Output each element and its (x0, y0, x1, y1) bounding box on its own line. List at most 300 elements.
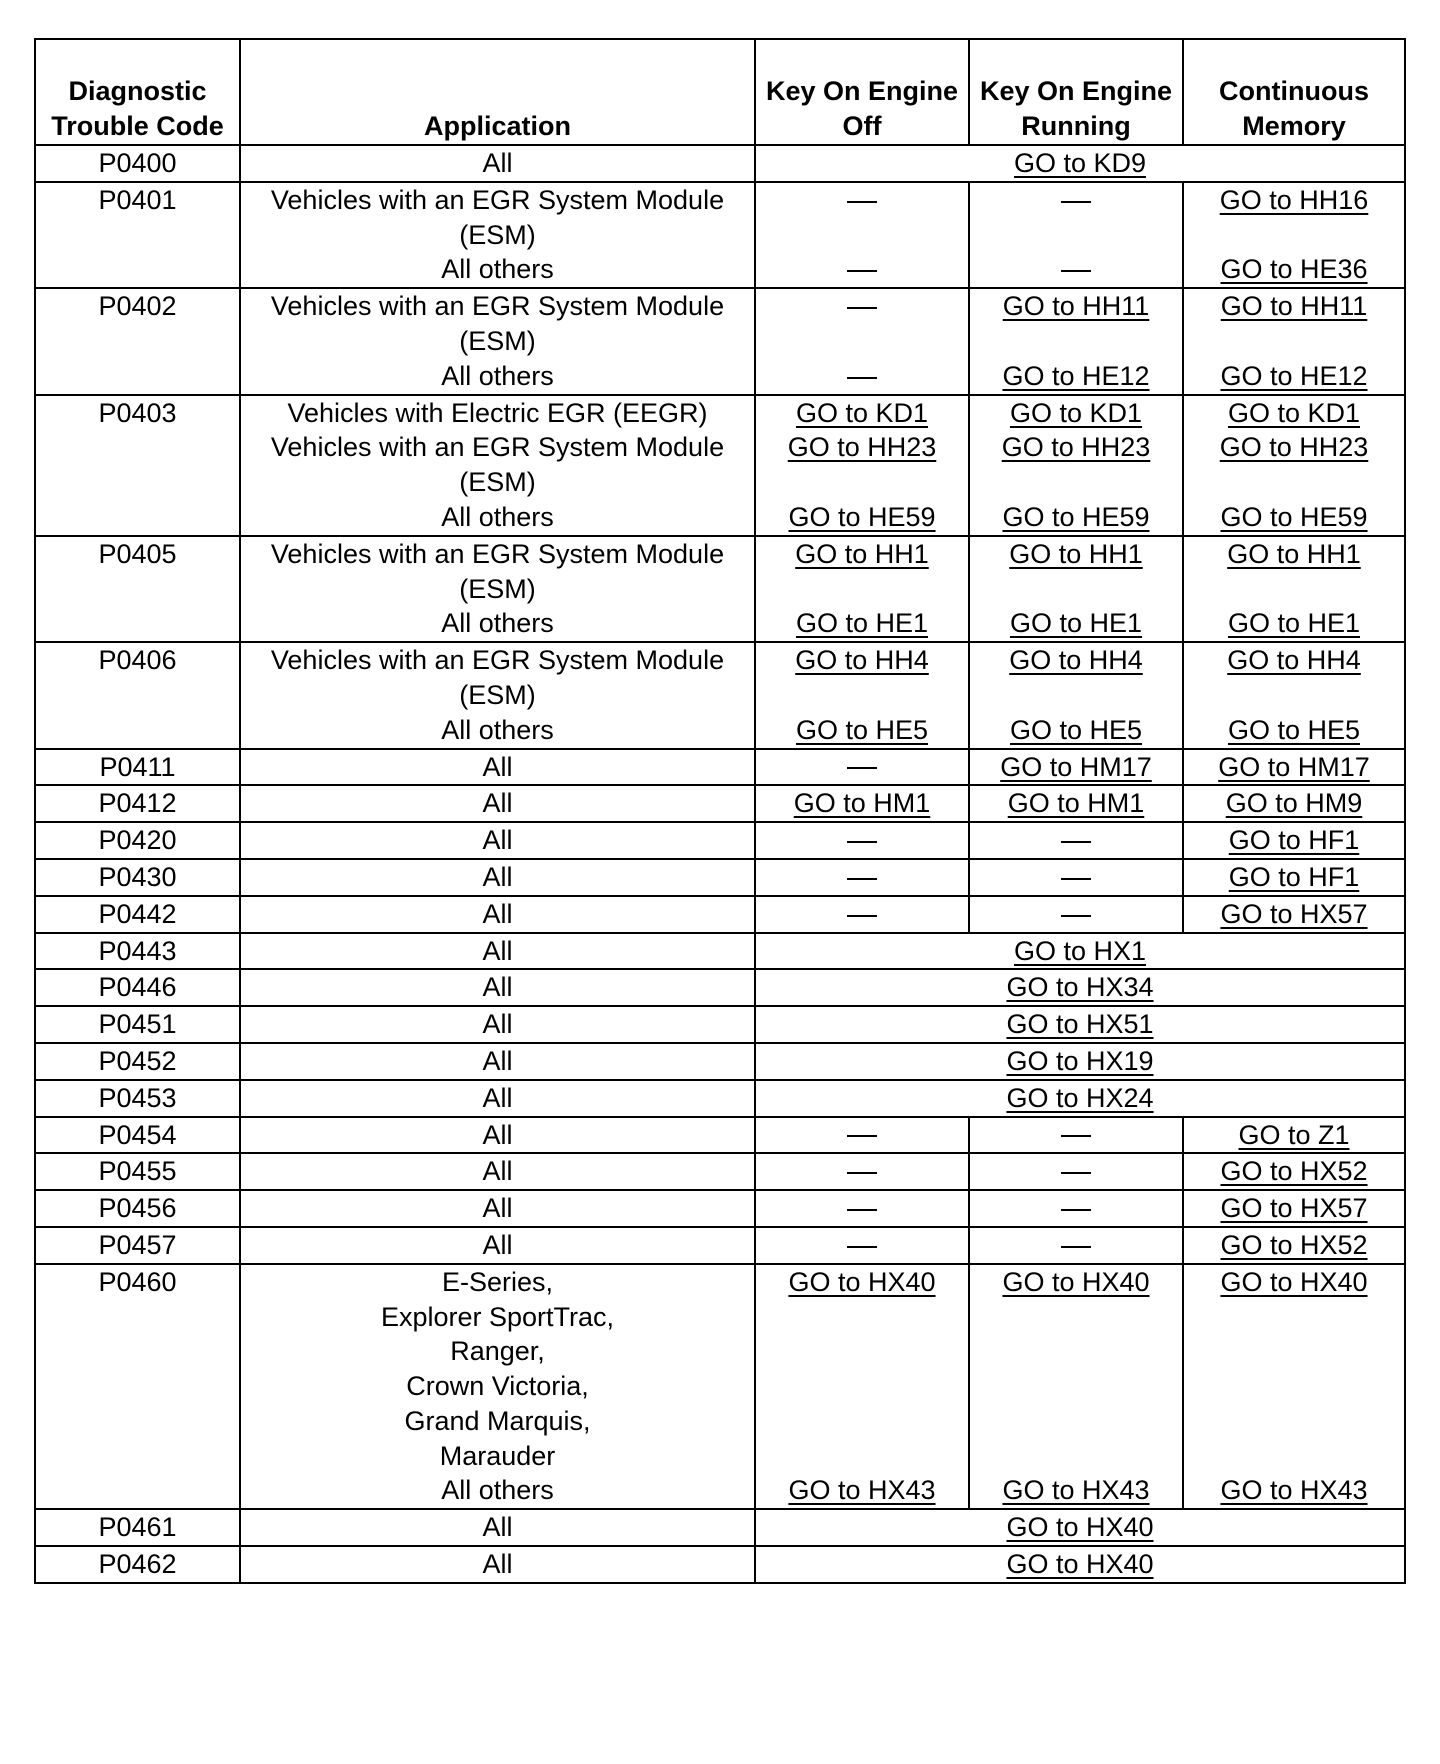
cell-line (1188, 1228, 1400, 1263)
goto-link[interactable]: GO to HE5 (795, 714, 929, 745)
goto-link[interactable]: GO to HE1 (1227, 608, 1361, 639)
application-line: (ESM) (459, 573, 536, 604)
cell-line (974, 1473, 1178, 1508)
cell-line (1188, 183, 1400, 218)
blank-line (760, 1334, 964, 1369)
not-applicable (760, 750, 964, 785)
application-line: All (482, 1549, 513, 1580)
cell-line (760, 1473, 964, 1508)
goto-link[interactable]: GO to KD1 (1227, 397, 1361, 428)
table-row (35, 969, 1405, 1006)
cell-koeo (755, 822, 969, 859)
cell-application (240, 749, 755, 786)
dash-mark (847, 201, 877, 203)
blank-line (1188, 324, 1400, 359)
table-row (35, 145, 1405, 182)
cell-continuous-memory (1183, 288, 1405, 394)
cell-merged-action (755, 1080, 1405, 1117)
application-line: All others (441, 608, 554, 639)
cell-line (1188, 252, 1400, 287)
goto-link[interactable]: GO to HX57 (1220, 898, 1368, 929)
goto-link[interactable]: GO to HX43 (1002, 1475, 1150, 1506)
cell-line (1188, 823, 1400, 858)
header-code: Diagnostic Trouble Code (35, 39, 240, 145)
application-line: Crown Victoria, (406, 1371, 589, 1402)
table-row (35, 1264, 1405, 1510)
dash-mark (1061, 1135, 1091, 1137)
goto-link[interactable]: GO to KD9 (1013, 148, 1147, 178)
cell-application (240, 536, 755, 642)
cell-continuous-memory (1183, 822, 1405, 859)
cell-application (240, 1190, 755, 1227)
cell-continuous-memory (1183, 182, 1405, 288)
cell-merged-action (755, 1509, 1405, 1546)
cell-code: P0457 (35, 1227, 240, 1264)
cell-koeo (755, 1264, 969, 1510)
cell-line (974, 1265, 1178, 1300)
blank-line (760, 572, 964, 607)
application-line: All (482, 148, 513, 178)
cell-line (760, 713, 964, 748)
goto-link[interactable]: GO to HX40 (1006, 1549, 1154, 1580)
table-row (35, 288, 1405, 394)
header-continuous-memory: Continuous Memory (1183, 39, 1405, 145)
cell-application (240, 1264, 755, 1510)
cell-line (1188, 713, 1400, 748)
cell-application (240, 182, 755, 288)
application-line: All (482, 972, 513, 1003)
cell-application (240, 145, 755, 182)
cell-application (240, 1153, 755, 1190)
application-line: All (482, 1119, 513, 1150)
dash-mark (847, 878, 877, 880)
cell-koeo (755, 749, 969, 786)
cell-koer (969, 1264, 1183, 1510)
cell-koeo (755, 785, 969, 822)
dash-mark (847, 1172, 877, 1174)
application-line: (ESM) (459, 679, 536, 710)
cell-line (760, 537, 964, 572)
goto-link[interactable]: GO to HE1 (1009, 608, 1143, 639)
blank-line (974, 678, 1178, 713)
goto-link[interactable]: GO to HF1 (1228, 825, 1360, 856)
cell-code: P0401 (35, 182, 240, 288)
cell-code: P0456 (35, 1190, 240, 1227)
goto-link[interactable]: GO to HX40 (1006, 1512, 1154, 1543)
dash-mark (847, 1135, 877, 1137)
blank-line (1188, 1439, 1400, 1474)
goto-link[interactable]: GO to HH1 (1009, 538, 1143, 569)
header-row (35, 39, 1405, 145)
cell-line (974, 289, 1178, 324)
cell-code: P0442 (35, 896, 240, 933)
cell-code: P0452 (35, 1043, 240, 1080)
cell-merged-action (755, 1006, 1405, 1043)
blank-line (974, 1369, 1178, 1404)
blank-line (1188, 1404, 1400, 1439)
not-applicable (760, 1118, 964, 1153)
table-row (35, 1153, 1405, 1190)
goto-link[interactable]: GO to HX40 (1220, 1266, 1368, 1297)
cell-koeo (755, 536, 969, 642)
cell-line (974, 396, 1178, 431)
cell-application (240, 1117, 755, 1154)
cell-application (240, 642, 755, 748)
goto-link[interactable]: GO to KD1 (795, 397, 929, 428)
cell-code: P0461 (35, 1509, 240, 1546)
cell-koeo (755, 395, 969, 536)
goto-link[interactable]: GO to HX19 (1006, 1045, 1154, 1076)
cell-line (974, 359, 1178, 394)
cell-application (240, 859, 755, 896)
cell-line (1188, 1154, 1400, 1189)
cell-code: P0451 (35, 1006, 240, 1043)
blank-line (760, 1439, 964, 1474)
cell-koer (969, 749, 1183, 786)
goto-link[interactable]: GO to HX34 (1006, 972, 1154, 1003)
application-line: All others (441, 360, 554, 391)
goto-link[interactable]: GO to KD1 (1009, 397, 1143, 428)
goto-link[interactable]: GO to HE59 (1002, 501, 1150, 532)
cell-merged-action (755, 1546, 1405, 1583)
goto-link[interactable]: GO to HH4 (795, 645, 929, 676)
cell-code: P0406 (35, 642, 240, 748)
cell-continuous-memory (1183, 1153, 1405, 1190)
goto-link[interactable]: GO to HM17 (1218, 751, 1370, 782)
blank-line (760, 324, 964, 359)
goto-link[interactable]: GO to HE12 (1220, 360, 1368, 391)
cell-code: P0446 (35, 969, 240, 1006)
cell-koer (969, 1153, 1183, 1190)
application-line: Vehicles with an EGR System Module (270, 184, 725, 215)
dash-mark (1061, 201, 1091, 203)
cell-line (1188, 500, 1400, 535)
cell-code: P0420 (35, 822, 240, 859)
application-line: All (482, 1156, 513, 1187)
application-line: All others (441, 1475, 554, 1506)
cell-line (974, 786, 1178, 821)
application-line: All (482, 1045, 513, 1076)
cell-application (240, 288, 755, 394)
dash-mark (1061, 1246, 1091, 1248)
cell-code: P0430 (35, 859, 240, 896)
goto-link[interactable]: GO to HH23 (1001, 432, 1151, 463)
cell-continuous-memory (1183, 1117, 1405, 1154)
cell-line (1188, 860, 1400, 895)
application-line: Marauder (439, 1440, 556, 1471)
blank-line (974, 465, 1178, 500)
goto-link[interactable]: GO to HE5 (1227, 714, 1361, 745)
blank-line (760, 465, 964, 500)
goto-link[interactable]: GO to HX43 (788, 1475, 936, 1506)
application-line: Vehicles with Electric EGR (EEGR) (287, 397, 708, 428)
table-row (35, 642, 1405, 748)
cell-continuous-memory (1183, 536, 1405, 642)
cell-line (1188, 1191, 1400, 1226)
table-row (35, 395, 1405, 536)
goto-link[interactable]: GO to HX52 (1220, 1229, 1368, 1260)
cell-line (1188, 537, 1400, 572)
header-application: Application (240, 39, 755, 145)
cell-line (760, 396, 964, 431)
cell-koer (969, 859, 1183, 896)
application-line: All (482, 788, 513, 819)
cell-line (1188, 430, 1400, 465)
table-row (35, 182, 1405, 288)
not-applicable (760, 183, 964, 218)
goto-link[interactable]: GO to HE12 (1002, 360, 1150, 391)
cell-continuous-memory (1183, 1190, 1405, 1227)
table-row (35, 933, 1405, 970)
cell-code: P0443 (35, 933, 240, 970)
cell-line (974, 606, 1178, 641)
cell-continuous-memory (1183, 785, 1405, 822)
cell-application (240, 1546, 755, 1583)
cell-application (240, 1509, 755, 1546)
dash-mark (1061, 270, 1091, 272)
header-koeo: Key On Engine Off (755, 39, 969, 145)
cell-koer (969, 642, 1183, 748)
cell-continuous-memory (1183, 859, 1405, 896)
not-applicable (974, 1118, 1178, 1153)
cell-koeo (755, 1153, 969, 1190)
dash-mark (1061, 1209, 1091, 1211)
cell-koer (969, 1190, 1183, 1227)
cell-koer (969, 896, 1183, 933)
goto-link[interactable]: GO to HH4 (1227, 645, 1361, 676)
not-applicable (760, 1191, 964, 1226)
cell-application (240, 1043, 755, 1080)
cell-line (1188, 1118, 1400, 1153)
application-line: All (482, 751, 513, 782)
cell-koeo (755, 1117, 969, 1154)
cell-continuous-memory (1183, 642, 1405, 748)
cell-koeo (755, 859, 969, 896)
not-applicable (760, 359, 964, 394)
application-line: Vehicles with an EGR System Module (270, 538, 725, 569)
not-applicable (974, 1228, 1178, 1263)
goto-link[interactable]: GO to HX57 (1220, 1193, 1368, 1224)
not-applicable (974, 897, 1178, 932)
cell-code: P0403 (35, 395, 240, 536)
cell-koer (969, 1117, 1183, 1154)
application-line: All (482, 1009, 513, 1040)
blank-line (974, 1300, 1178, 1335)
application-line: All others (441, 254, 554, 285)
table-row (35, 1117, 1405, 1154)
blank-line (974, 572, 1178, 607)
goto-link[interactable]: GO to HX51 (1006, 1009, 1154, 1040)
goto-link[interactable]: GO to HE36 (1220, 254, 1368, 285)
blank-line (1188, 1334, 1400, 1369)
goto-link[interactable]: GO to HM1 (793, 788, 931, 819)
cell-line (974, 537, 1178, 572)
blank-line (1188, 678, 1400, 713)
blank-line (974, 1439, 1178, 1474)
cell-line (974, 750, 1178, 785)
cell-merged-action (755, 1043, 1405, 1080)
table-row (35, 1227, 1405, 1264)
cell-code: P0400 (35, 145, 240, 182)
goto-link[interactable]: GO to HH23 (1219, 432, 1369, 463)
cell-application (240, 969, 755, 1006)
cell-merged-action (755, 933, 1405, 970)
dash-mark (847, 377, 877, 379)
goto-link[interactable]: GO to Z1 (1238, 1119, 1350, 1150)
cell-line (974, 500, 1178, 535)
table-row (35, 1006, 1405, 1043)
application-line: All (482, 1229, 513, 1260)
cell-application (240, 896, 755, 933)
goto-link[interactable]: GO to HX40 (1002, 1266, 1150, 1297)
table-row (35, 749, 1405, 786)
goto-link[interactable]: GO to HM1 (1007, 788, 1145, 819)
cell-application (240, 822, 755, 859)
cell-line (1188, 289, 1400, 324)
dash-mark (847, 767, 877, 769)
application-line: Vehicles with an EGR System Module (270, 432, 725, 463)
cell-line (974, 643, 1178, 678)
cell-code: P0405 (35, 536, 240, 642)
goto-link[interactable]: GO to HM17 (1000, 751, 1152, 782)
cell-koeo (755, 182, 969, 288)
cell-line (1188, 750, 1400, 785)
goto-link[interactable]: GO to HH1 (795, 538, 929, 569)
cell-koeo (755, 642, 969, 748)
goto-link[interactable]: GO to HE59 (788, 501, 936, 532)
blank-line (760, 678, 964, 713)
application-line: Grand Marquis, (404, 1405, 591, 1436)
cell-line (1188, 396, 1400, 431)
not-applicable (974, 1191, 1178, 1226)
not-applicable (974, 183, 1178, 218)
cell-koeo (755, 288, 969, 394)
blank-line (1188, 572, 1400, 607)
blank-line (760, 1369, 964, 1404)
dash-mark (847, 1209, 877, 1211)
cell-continuous-memory (1183, 1227, 1405, 1264)
table-row (35, 1080, 1405, 1117)
table-row (35, 1190, 1405, 1227)
cell-koeo (755, 1227, 969, 1264)
dash-mark (847, 915, 877, 917)
blank-line (974, 324, 1178, 359)
goto-link[interactable]: GO to HH16 (1219, 184, 1369, 215)
goto-link[interactable]: GO to HE59 (1220, 501, 1368, 532)
application-line: All (482, 898, 513, 929)
cell-code: P0453 (35, 1080, 240, 1117)
dash-mark (1061, 915, 1091, 917)
table-row (35, 1043, 1405, 1080)
application-line: All (482, 861, 513, 892)
cell-koer (969, 822, 1183, 859)
cell-line (974, 713, 1178, 748)
application-line: All (482, 1512, 513, 1543)
cell-code: P0411 (35, 749, 240, 786)
cell-koeo (755, 896, 969, 933)
cell-application (240, 395, 755, 536)
application-line: All (482, 935, 513, 966)
cell-line (760, 500, 964, 535)
application-line: All (482, 1082, 513, 1113)
cell-code: P0462 (35, 1546, 240, 1583)
goto-link[interactable]: GO to HH1 (1227, 538, 1361, 569)
cell-koeo (755, 1190, 969, 1227)
goto-link[interactable]: GO to HH11 (1220, 291, 1368, 322)
application-line: All others (441, 714, 554, 745)
dash-mark (847, 1246, 877, 1248)
application-line: All others (441, 501, 554, 532)
table-row (35, 896, 1405, 933)
blank-line (974, 1334, 1178, 1369)
goto-link[interactable]: GO to HE1 (795, 608, 929, 639)
not-applicable (974, 252, 1178, 287)
not-applicable (760, 823, 964, 858)
dash-mark (1061, 1172, 1091, 1174)
cell-koer (969, 536, 1183, 642)
dash-mark (847, 307, 877, 309)
goto-link[interactable]: GO to HX52 (1220, 1156, 1368, 1187)
dash-mark (847, 270, 877, 272)
table-row (35, 1546, 1405, 1583)
cell-koer (969, 785, 1183, 822)
table-row (35, 822, 1405, 859)
blank-line (760, 218, 964, 253)
goto-link[interactable]: GO to HF1 (1228, 861, 1360, 892)
cell-application (240, 1227, 755, 1264)
cell-line (1188, 606, 1400, 641)
application-line: (ESM) (459, 467, 536, 498)
cell-code: P0454 (35, 1117, 240, 1154)
goto-link[interactable]: GO to HH4 (1009, 645, 1143, 676)
cell-line (1188, 897, 1400, 932)
goto-link[interactable]: GO to HH23 (787, 432, 937, 463)
cell-line (760, 606, 964, 641)
not-applicable (760, 1154, 964, 1189)
table-row (35, 785, 1405, 822)
table-row (35, 859, 1405, 896)
not-applicable (760, 289, 964, 324)
cell-code: P0412 (35, 785, 240, 822)
cell-line (1188, 1473, 1400, 1508)
application-line: All (482, 825, 513, 856)
not-applicable (760, 1228, 964, 1263)
blank-line (974, 1404, 1178, 1439)
not-applicable (974, 860, 1178, 895)
application-line: Vehicles with an EGR System Module (270, 645, 725, 676)
application-line: Ranger, (450, 1336, 545, 1367)
not-applicable (760, 897, 964, 932)
goto-link[interactable]: GO to HH11 (1002, 291, 1150, 322)
goto-link[interactable]: GO to HX43 (1220, 1475, 1368, 1506)
goto-link[interactable]: GO to HM9 (1225, 788, 1363, 819)
application-line: Explorer SportTrac, (380, 1301, 615, 1332)
dash-mark (1061, 878, 1091, 880)
dtc-table (34, 38, 1406, 1584)
blank-line (1188, 465, 1400, 500)
blank-line (760, 1404, 964, 1439)
not-applicable (760, 860, 964, 895)
cell-code: P0402 (35, 288, 240, 394)
goto-link[interactable]: GO to HX1 (1013, 935, 1147, 966)
dash-mark (1061, 841, 1091, 843)
goto-link[interactable]: GO to HE5 (1009, 714, 1143, 745)
blank-line (760, 1300, 964, 1335)
blank-line (1188, 1300, 1400, 1335)
goto-link[interactable]: GO to HX40 (788, 1266, 936, 1297)
cell-koer (969, 182, 1183, 288)
goto-link[interactable]: GO to HX24 (1006, 1082, 1154, 1113)
